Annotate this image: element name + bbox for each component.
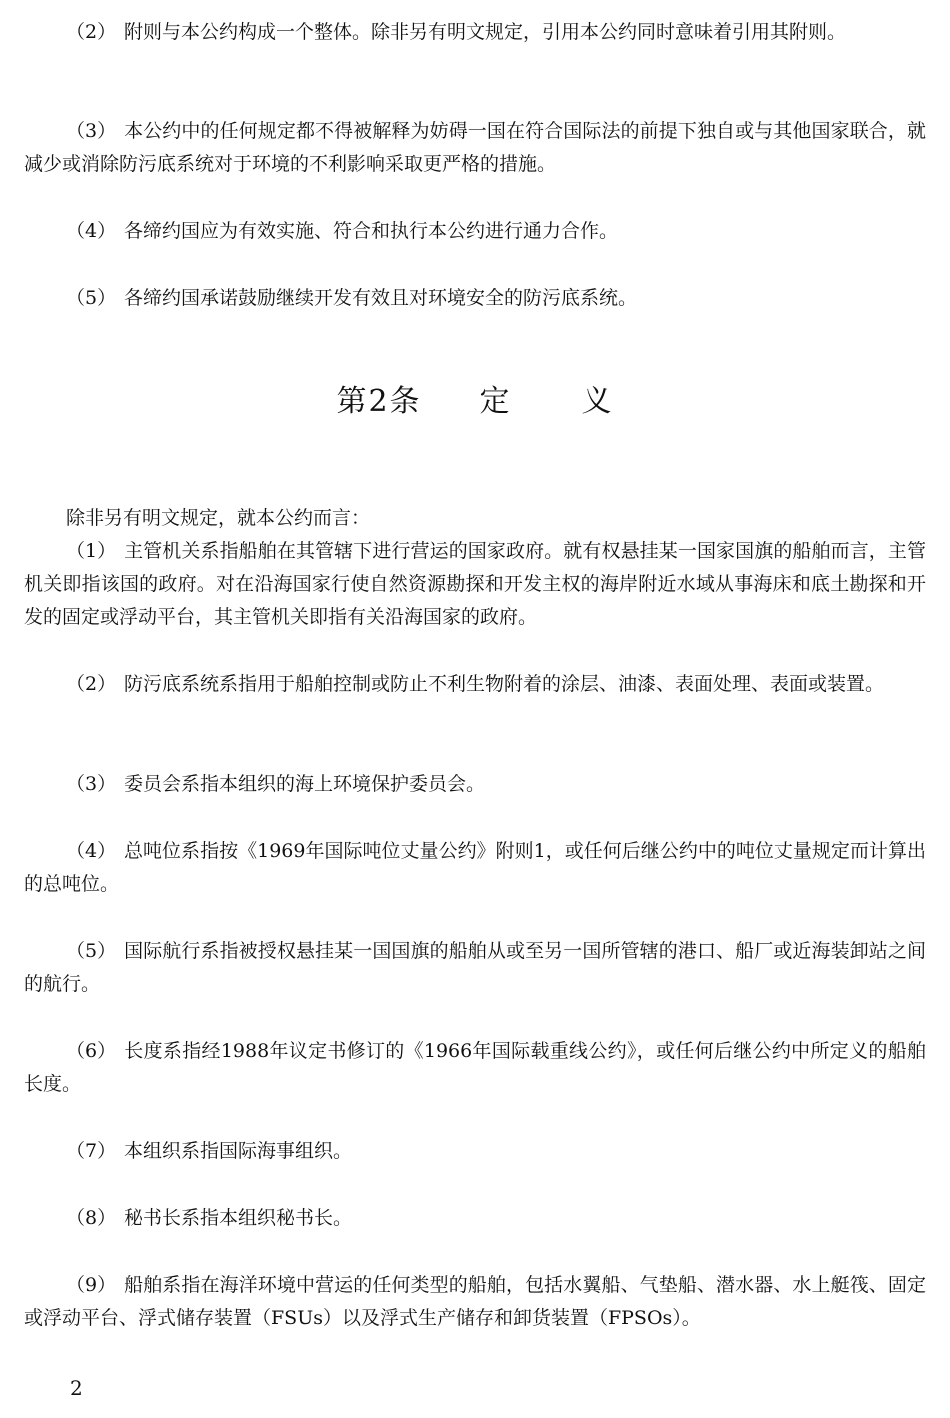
intro-text: 除非另有明文规定，就本公约而言： [66, 507, 371, 529]
item-text: 长度系指经1988年议定书修订的《1966年国际载重线公约》，或任何后继公约中所定义的船舶长度。 [24, 1040, 926, 1095]
definition-item [24, 1202, 926, 1235]
definition-item [24, 1269, 926, 1335]
item-number: （1） [66, 540, 117, 562]
article-number: 第2条 [336, 384, 422, 419]
item-text: 各缔约国应为有效实施、符合和执行本公约进行通力合作。 [124, 220, 619, 242]
article-title-char-1: 定 [479, 384, 512, 419]
item-number: （2） [66, 21, 117, 43]
item-text: 船舶系指在海洋环境中营运的任何类型的船舶，包括水翼船、气垫船、潜水器、水上艇筏、固定或浮动平台、浮式储存装置（FSUs）以及浮式生产储存和卸货装置（FPSOs）。 [24, 1274, 926, 1329]
item-text: 秘书长系指本组织秘书长。 [124, 1207, 353, 1229]
item-text: 防污底系统系指用于船舶控制或防止不利生物附着的涂层、油漆、表面处理、表面或装置。 [124, 673, 885, 695]
item-number: （7） [66, 1140, 117, 1162]
item-text: 本组织系指国际海事组织。 [124, 1140, 353, 1162]
item-number: （9） [66, 1274, 117, 1296]
item-text: 主管机关系指船舶在其管辖下进行营运的国家政府。就有权悬挂某一国家国旗的船舶而言，主管机关即指该国的政府。对在沿海国家行使自然资源勘探和开发主权的海岸附近水域从事海床和底土勘探和开发的固定或浮动平台，其主管机关即指有关沿海国家的政府。 [24, 540, 926, 628]
item-text: 附则与本公约构成一个整体。除非另有明文规定，引用本公约同时意味着引用其附则。 [124, 21, 847, 43]
item-number: （8） [66, 1207, 117, 1229]
definition-item [24, 668, 926, 701]
item-text: 总吨位系指按《1969年国际吨位丈量公约》附则1，或任何后继公约中的吨位丈量规定而计算出的总吨位。 [24, 840, 926, 895]
article-title-char-2: 义 [581, 384, 614, 419]
definition-item [24, 535, 926, 634]
page-number: 2 [70, 1376, 83, 1400]
item-number: （2） [66, 673, 117, 695]
item-number: （5） [66, 287, 117, 309]
item-text: 各缔约国承诺鼓励继续开发有效且对环境安全的防污底系统。 [124, 287, 638, 309]
list-item [24, 215, 926, 248]
list-item [24, 115, 926, 181]
definition-item [24, 1135, 926, 1168]
item-number: （4） [66, 220, 117, 242]
list-item [24, 282, 926, 315]
item-number: （5） [66, 940, 117, 962]
item-number: （6） [66, 1040, 117, 1062]
definition-item [24, 935, 926, 1001]
intro-paragraph [24, 502, 926, 535]
item-number: （3） [66, 120, 117, 142]
item-text: 国际航行系指被授权悬挂某一国国旗的船舶从或至另一国所管辖的港口、船厂或近海装卸站之间的航行。 [24, 940, 926, 995]
definition-item [24, 768, 926, 801]
item-text: 委员会系指本组织的海上环境保护委员会。 [124, 773, 486, 795]
item-number: （3） [66, 773, 117, 795]
definition-item [24, 1035, 926, 1101]
list-item [24, 16, 926, 49]
definition-item [24, 835, 926, 901]
article-heading [24, 380, 926, 424]
item-number: （4） [66, 840, 117, 862]
item-text: 本公约中的任何规定都不得被解释为妨碍一国在符合国际法的前提下独自或与其他国家联合，就减少或消除防污底系统对于环境的不利影响采取更严格的措施。 [24, 120, 926, 175]
